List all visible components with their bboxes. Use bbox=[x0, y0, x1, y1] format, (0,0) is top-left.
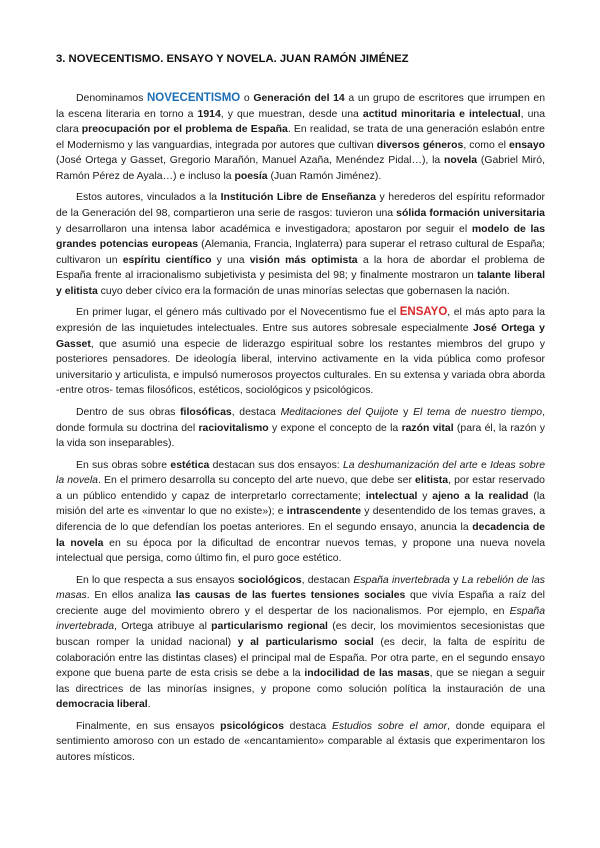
highlight-term: NOVECENTISMO bbox=[146, 92, 241, 104]
body-text bbox=[56, 91, 545, 772]
text-run: (es decir, los movimientos secesionistas que buscan romper la unidad nacional) bbox=[56, 621, 545, 648]
bold-term: Generación del 14 bbox=[253, 93, 345, 104]
text-run: . bbox=[147, 699, 151, 711]
bold-term: filosóficas bbox=[180, 406, 232, 418]
bold-term: espíritu científico bbox=[122, 254, 212, 266]
bold-term: psicológicos bbox=[220, 720, 284, 732]
text-run: (la misión del arte es «inventar lo que no existe»); e bbox=[56, 490, 545, 518]
bold-term: ensayo bbox=[509, 139, 546, 151]
work-title: Estudios sobre el amor bbox=[331, 720, 448, 732]
bold-term: intrascendente bbox=[286, 506, 362, 518]
text-run: , donde equipara el sentimiento amoroso con un estado de «encantamiento» comparable al éxtasis que experimentaron los autores místicos. bbox=[56, 720, 546, 763]
bold-term: sociológicos bbox=[237, 574, 302, 586]
text-run: a la hora de abordar el problema de España frente al irracionalismo subjetivista y pesimista del 98; y finalmente mostraron un bbox=[56, 254, 545, 282]
bold-term: poesía bbox=[234, 170, 268, 182]
bold-term: las causas de las fuertes tensiones sociales bbox=[175, 590, 406, 602]
text-run: y bbox=[449, 574, 462, 586]
bold-term: intelectual bbox=[365, 490, 418, 502]
text-run: y desentendido de los temas graves, a diferencia de lo que defendían los poetas anteriores. En el segundo ensayo, anuncia la bbox=[56, 506, 546, 533]
text-run: , destaca bbox=[231, 406, 281, 418]
text-run: , el más apto para la expresión de las inquietudes intelectuales. Entre sus autores sobresale especialmente bbox=[56, 307, 545, 335]
text-run: , por estar reservado a un público entendido y capaz de interpretarlo correctamente; bbox=[56, 475, 545, 502]
text-run: , que asumió una especie de liderazgo espiritual sobre los restantes miembros del grupo y posteriores pensadores. De ideología liberal, intervino activamente en la vida pública como profesor universitario y articulista, e impulsó numerosos proyectos culturales. En su extensa y variada obra aborda -entre otros- temas filosóficos, estéticos, sociológicos y psicológicos. bbox=[56, 338, 545, 397]
text-run: , como el bbox=[463, 139, 510, 151]
bold-term: decadencia de la novela bbox=[56, 521, 545, 549]
text-run: y expone el concepto de la bbox=[268, 422, 402, 434]
paragraph-2 bbox=[56, 190, 545, 299]
paragraph-3 bbox=[56, 305, 545, 398]
paragraph-5 bbox=[56, 458, 545, 567]
text-run: Dentro de sus obras bbox=[76, 406, 181, 418]
text-run: . En realidad, se trata de una generación eslabón entre el Modernismo y las vanguardias, integrada por autores que cultivan bbox=[56, 124, 545, 151]
text-run: cuyo deber cívico era la formación de unas minorías selectas que gobernasen la nación. bbox=[97, 285, 510, 297]
text-run: y una bbox=[211, 254, 250, 266]
text-run: y bbox=[398, 406, 414, 418]
text-run: (José Ortega y Gasset, Gregorio Marañón, Manuel Azaña, Menéndez Pidal…), la bbox=[56, 155, 445, 167]
text-run: , Ortega atribuye al bbox=[114, 621, 212, 633]
text-run: En lo que respecta a sus ensayos bbox=[76, 574, 238, 586]
work-title: Ideas sobre la novela bbox=[56, 459, 546, 487]
text-run: , donde formula su doctrina del bbox=[56, 406, 545, 434]
bold-term: indocilidad de las masas bbox=[304, 668, 430, 680]
text-run: Estos autores, vinculados a la bbox=[76, 192, 221, 204]
paragraph-6 bbox=[56, 573, 545, 713]
paragraph-4 bbox=[56, 405, 545, 452]
bold-term: particularismo regional bbox=[211, 621, 328, 633]
bold-term: José Ortega y Gasset bbox=[56, 323, 545, 350]
bold-term: raciovitalismo bbox=[198, 422, 269, 434]
bold-term: novela bbox=[444, 155, 478, 167]
text-run: . En el primero desarrolla su concepto del arte nuevo, que debe ser bbox=[97, 475, 416, 487]
text-run: , una clara bbox=[56, 108, 546, 136]
text-run: . En ellos analiza bbox=[86, 590, 176, 602]
bold-term: estética bbox=[170, 459, 210, 471]
text-run: destaca bbox=[283, 720, 332, 732]
text-run: e bbox=[477, 459, 491, 471]
bold-term: democracia liberal bbox=[56, 699, 148, 711]
text-run: que vivía España a raíz del creciente auge del movimiento obrero y el despertar de los nacionalismos. Por ejemplo, en bbox=[56, 590, 545, 617]
bold-term: sólida formación universitaria bbox=[396, 208, 545, 220]
bold-term: talante liberal y elitista bbox=[56, 270, 545, 297]
bold-term: modelo de las grandes potencias europeas bbox=[56, 223, 545, 251]
text-run: y herederos del espíritu reformador de la Generación del 98, compartieron una serie de rasgos: tuvieron una bbox=[56, 192, 545, 220]
text-run: y bbox=[417, 490, 433, 502]
section-title: 3. NOVECENTISMO. ENSAYO Y NOVELA. JUAN RAMÓN JIMÉNEZ bbox=[56, 53, 409, 65]
text-run: (Gabriel Miró, Ramón Pérez de Ayala…) e incluso la bbox=[56, 155, 545, 182]
text-run: Finalmente, en sus ensayos bbox=[76, 720, 221, 732]
bold-term: ajeno a la realidad bbox=[432, 490, 529, 502]
text-run: a un grupo de escritores que irrumpen en la escena literaria en torno a bbox=[56, 93, 546, 120]
bold-term: y al particularismo social bbox=[237, 636, 374, 648]
text-run: (Juan Ramón Jiménez). bbox=[267, 170, 382, 182]
work-title: La rebelión de las masas bbox=[56, 574, 546, 602]
bold-term: actitud minoritaria e intelectual bbox=[362, 108, 521, 120]
text-run: en su época por la dificultad de encontrar nuevos temas, y propone una nueva novela intelectual que persiga, como último fin, el puro goce estético. bbox=[56, 537, 546, 565]
text-run: Denominamos bbox=[76, 93, 147, 104]
text-run: (es decir, la falta de espíritu de colaboración entre las distintas clases) el principal mal de España. Por otra parte, en el segundo ensayo expone que buena parte de esta crisis se debe a la bbox=[56, 636, 545, 680]
work-title: España invertebrada bbox=[56, 605, 545, 633]
text-run: , y que muestran, desde una bbox=[220, 108, 363, 120]
work-title: Meditaciones del Quijote bbox=[280, 406, 399, 418]
text-run: o bbox=[240, 93, 254, 104]
bold-term: razón vital bbox=[401, 422, 454, 434]
bold-term: preocupación por el problema de España bbox=[81, 124, 288, 136]
text-run: , destacan bbox=[301, 574, 354, 586]
paragraph-1 bbox=[56, 91, 545, 184]
bold-term: elitista bbox=[415, 475, 449, 487]
text-run: (para él, la razón y la vida son inseparables). bbox=[56, 422, 546, 450]
bold-term: visión más optimista bbox=[249, 254, 358, 266]
highlight-term: ENSAYO bbox=[399, 306, 448, 319]
text-run: destacan sus dos ensayos: bbox=[209, 459, 343, 471]
text-run: En sus obras sobre bbox=[76, 459, 171, 471]
bold-term: diversos géneros bbox=[376, 139, 464, 151]
text-run: y desarrollaron una intensa labor académica e investigadora; apostaron por seguir el bbox=[56, 223, 472, 235]
bold-term: 1914 bbox=[197, 108, 221, 120]
paragraph-7 bbox=[56, 719, 545, 766]
work-title: El tema de nuestro tiempo bbox=[413, 406, 543, 418]
work-title: La deshumanización del arte bbox=[343, 459, 478, 471]
work-title: España invertebrada bbox=[353, 574, 450, 586]
bold-term: Institución Libre de Enseñanza bbox=[220, 192, 377, 204]
text-run: (Alemania, Francia, Inglaterra) para superar el retraso cultural de España; cultivaron un bbox=[56, 239, 545, 266]
text-run: , que se niegan a seguir las directrices de las minorías insignes, y propone como solución política la instauración de una bbox=[56, 668, 546, 695]
text-run: En primer lugar, el género más cultivado por el Novecentismo fue el bbox=[76, 307, 400, 319]
